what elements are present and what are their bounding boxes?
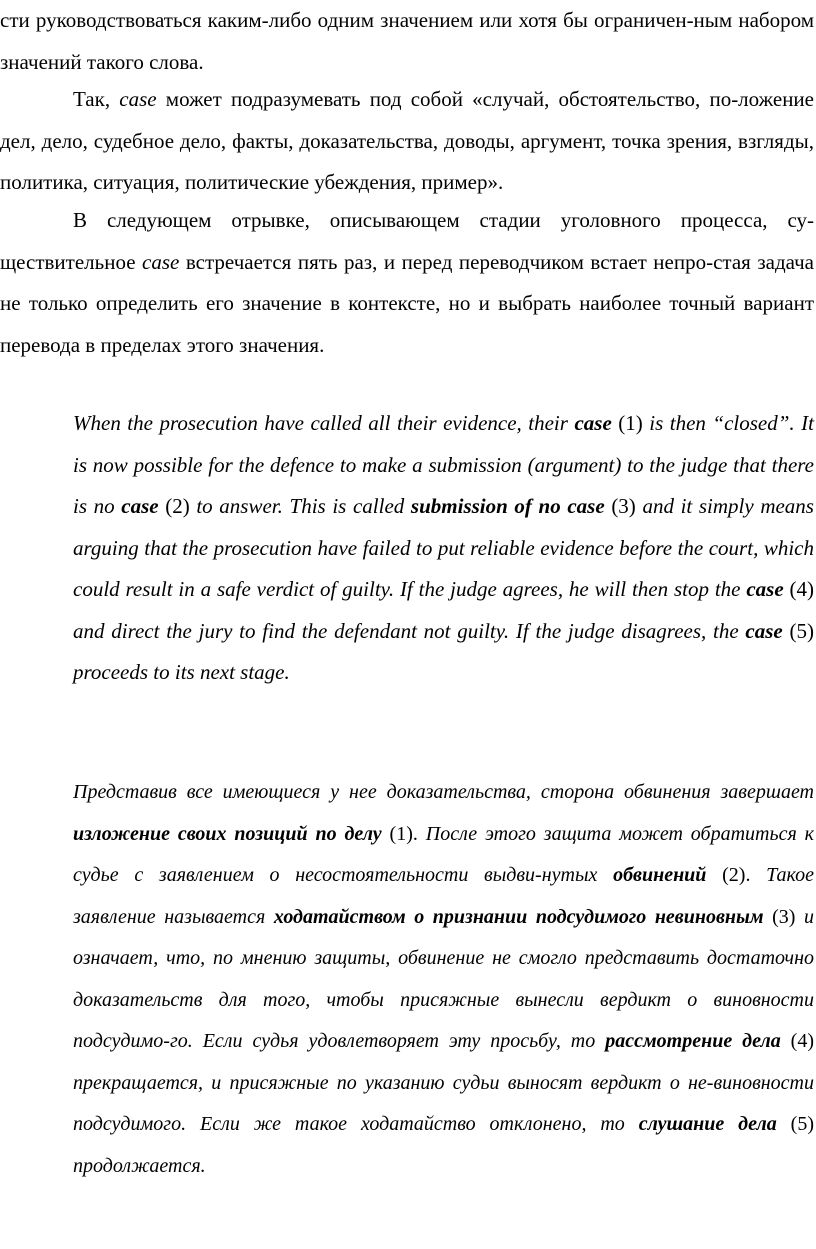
passage-text: to answer. This is called [196, 494, 411, 518]
marker-3: (3) [763, 905, 804, 928]
marker-2: (2) [158, 494, 197, 518]
passage-text: прекращается, и присяжные по указанию судьи выносят вердикт о не-виновности подсудимого. Если же такое ходатайство отклонено, то [73, 1071, 814, 1135]
passage-text: и означает, что, по мнению защиты, обвинение не смогло представить достаточно доказательств для того, чтобы присяжные вынесли вердикт о виновности подсудимо-го. Если судья удовлетворяет эту просьбу, то [73, 905, 814, 1052]
keyword-case-2: case [121, 494, 159, 518]
marker-4: (4) [780, 1030, 814, 1052]
passage-text: продолжается. [73, 1154, 206, 1177]
keyword-case-4: case [746, 577, 784, 601]
passage-text: and it simply means arguing that the prosecution have failed to put reliable evidence before the court, which could result in a safe verdict of guilty. If the judge agrees, he will then stop the [73, 494, 814, 601]
marker-2: (2). [706, 864, 767, 886]
passage-text: proceeds to its next stage. [73, 660, 290, 684]
passage-text: and direct the jury to find the defendant not guilty. If the judge disagrees, the [73, 618, 746, 643]
passage-text: is then “closed”. It is now possible for the defence to make a submission (argument) to the judge that there is no [73, 411, 814, 518]
passage-text: Такое заявление называется [73, 864, 814, 928]
passage-text: When the prosecution have called all their evidence, their [73, 411, 575, 435]
keyword-translation-4: рассмотрение дела [605, 1030, 781, 1052]
keyword-translation-3: ходатайством о признании подсудимого невиновным [273, 905, 764, 928]
paragraph-text: В следующем отрывке, описывающем стадии уголовного процесса, су-ществительное [0, 208, 814, 274]
paragraph-text: может подразумевать под собой «случай, обстоятельство, по-ложение дел, дело, судебное дело, факты, доказательства, доводы, аргумент, точка зрения, взгляды, политика, ситуация, политические убеждения, пример». [0, 87, 814, 194]
russian-translation [73, 772, 814, 1187]
marker-3: (3) [604, 494, 643, 518]
marker-5: (5) [776, 1113, 814, 1135]
paragraph-text: сти руководствоваться каким-либо одним значением или хотя бы ограничен-ным набором значений такого слова. [0, 8, 814, 74]
paragraph-text: встречается пять раз, и перед переводчиком встает непро-стая задача не только определить его значение в контексте, но и выбрать наиболее точный вариант перевода в пределах этого значения. [0, 249, 814, 357]
term-case: case [119, 87, 157, 111]
term-case: case [142, 249, 180, 274]
paragraph-passage-intro [0, 200, 814, 366]
marker-1: (1). [381, 822, 426, 845]
english-passage [73, 403, 814, 694]
paragraph-continuation [0, 0, 814, 83]
paragraph-case-meanings [0, 79, 814, 204]
keyword-case-3: submission of no case [410, 494, 605, 518]
keyword-translation-5: слушание дела [638, 1113, 777, 1135]
marker-5: (5) [782, 618, 814, 643]
keyword-case-1: case [574, 411, 612, 435]
marker-4: (4) [783, 577, 814, 601]
paragraph-text: Так, [73, 87, 120, 111]
passage-text: После этого защита может обратиться к судье с заявлением о несостоятельности выдви-нутых [73, 822, 814, 886]
marker-1: (1) [611, 411, 650, 435]
keyword-case-5: case [745, 618, 783, 643]
keyword-translation-1: изложение своих позиций по делу [73, 822, 382, 845]
keyword-translation-2: обвинений [613, 864, 707, 886]
passage-text: Представив все имеющиеся у нее доказательства, сторона обвинения завершает [73, 781, 814, 803]
